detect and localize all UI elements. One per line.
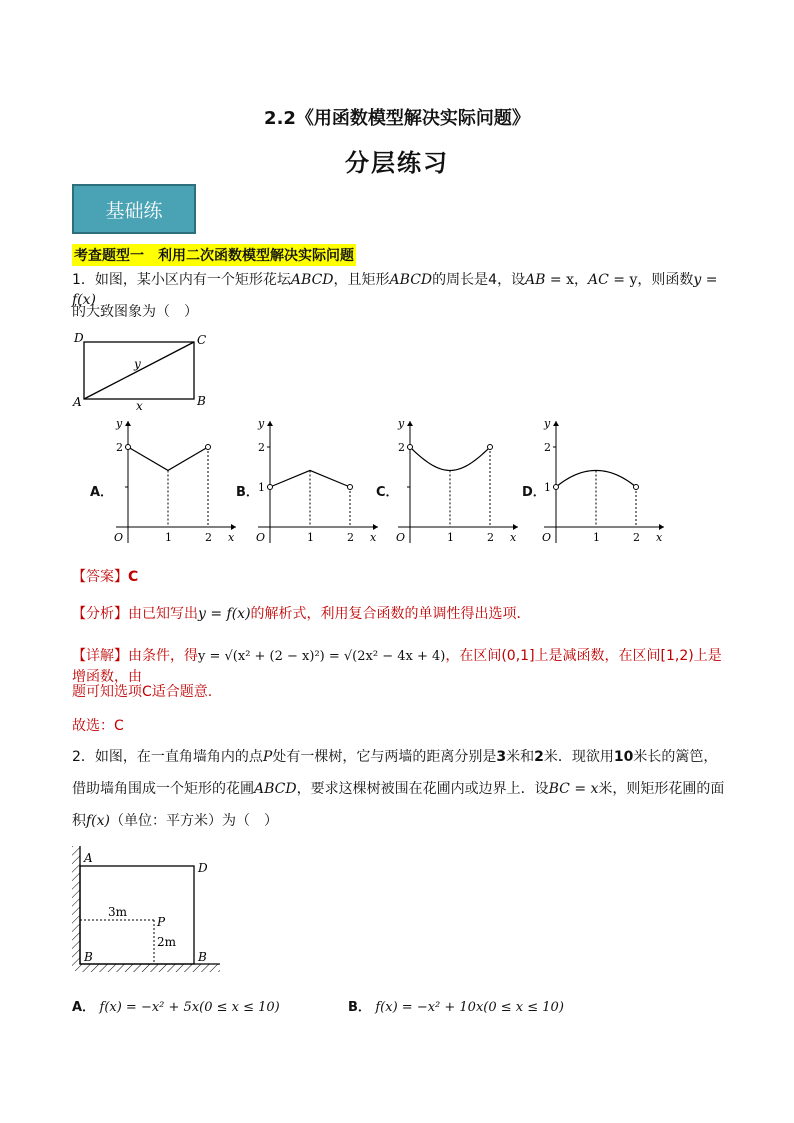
origin-label: O: [256, 531, 266, 544]
x-axis-arrow: [659, 524, 664, 530]
open-endpoint-right: [206, 445, 211, 450]
label-3m: 3m: [108, 905, 128, 919]
x-tick-1: 1: [307, 531, 314, 544]
x-tick-2: 2: [487, 531, 494, 544]
open-endpoint-right: [348, 485, 353, 490]
label-b: B: [197, 394, 206, 408]
label-y: y: [134, 357, 141, 371]
x-tick-1: 1: [447, 531, 454, 544]
y-tick-2: 2: [116, 441, 123, 454]
q1-line1: 1．如图，某小区内有一个矩形花坛ABCD，且矩形ABCD的周长是4，设AB = x，AC = y，则函数y = f(x): [72, 272, 718, 308]
q2-line1: 2．如图，在一直角墙角内的点P处有一棵树，它与两墙的距离分别是3米和2米．现欲用10米长的篱笆，: [72, 749, 718, 765]
x-tick-1: 1: [593, 531, 600, 544]
q2-line2: 借助墙角围成一个矩形的花圃ABCD，要求这棵树被围在花圃内或边界上．设BC = x米，则矩形花圃的面: [72, 781, 725, 797]
y-axis-label: y: [398, 417, 405, 430]
q1-answer: 【答案】C: [72, 569, 139, 585]
q2-option-a[interactable]: A． f(x) = −x² + 5x(0 ≤ x ≤ 10): [72, 1000, 280, 1015]
x-axis-arrow: [513, 524, 518, 530]
label-p: P: [157, 915, 166, 929]
open-endpoint-left: [554, 485, 559, 490]
q1-choose: 故选：C: [72, 718, 124, 734]
doc-title: 2.2《用函数模型解决实际问题》: [264, 108, 530, 129]
graph-b: [254, 415, 384, 550]
x-axis-arrow: [373, 524, 378, 530]
q1-line2: 的大致图象为（ ）: [72, 304, 198, 320]
y-tick-2: 2: [258, 441, 265, 454]
label-c: C: [197, 333, 207, 347]
section-heading: 考查题型一 利用二次函数模型解决实际问题: [72, 244, 356, 266]
label-d: D: [198, 861, 208, 875]
y-tick-1: 1: [258, 481, 265, 494]
graph-d: [540, 415, 670, 550]
graph-a: [112, 415, 242, 550]
open-endpoint-right: [488, 445, 493, 450]
origin-label: O: [396, 531, 406, 544]
q1-detail-line2: 题可知选项C适合题意.: [72, 684, 213, 700]
q1-rectangle-figure: [68, 330, 218, 415]
x-tick-2: 2: [633, 531, 640, 544]
open-endpoint-right: [634, 485, 639, 490]
y-axis-label: y: [544, 417, 551, 430]
x-axis-label: x: [228, 531, 235, 544]
label-b-right: B: [198, 950, 207, 964]
x-axis-label: x: [370, 531, 377, 544]
label-a: A: [73, 395, 82, 409]
open-endpoint-left: [268, 485, 273, 490]
graph-c: [394, 415, 524, 550]
x-tick-2: 2: [205, 531, 212, 544]
y-tick-1: 1: [544, 481, 551, 494]
y-tick-2: 2: [544, 441, 551, 454]
y-tick-2: 2: [398, 441, 405, 454]
x-axis-arrow: [231, 524, 236, 530]
x-axis-label: x: [656, 531, 663, 544]
q2-wall-figure: [68, 842, 228, 977]
open-endpoint-left: [126, 445, 131, 450]
y-axis-label: y: [116, 417, 123, 430]
doc-subtitle: 分层练习: [345, 149, 449, 177]
y-axis-arrow: [267, 421, 273, 426]
label-x: x: [136, 399, 143, 413]
q2-line3: 积f(x)（单位：平方米）为（ ）: [72, 813, 279, 829]
q1-analysis: 【分析】由已知写出y = f(x)的解析式，利用复合函数的单调性得出选项．: [72, 606, 531, 622]
option-a-label[interactable]: A．: [90, 485, 114, 500]
origin-label: O: [542, 531, 552, 544]
option-c-label[interactable]: C．: [376, 485, 399, 500]
label-2m: 2m: [157, 935, 177, 949]
graph-curve: [128, 447, 208, 470]
level-badge: 基础练: [72, 184, 196, 234]
option-d-label[interactable]: D．: [522, 485, 546, 500]
label-d: D: [74, 331, 84, 345]
graph-curve: [410, 447, 490, 470]
x-axis-label: x: [510, 531, 517, 544]
label-b-left: B: [84, 950, 93, 964]
x-tick-1: 1: [165, 531, 172, 544]
open-endpoint-left: [408, 445, 413, 450]
option-b-label[interactable]: B．: [236, 485, 259, 500]
y-axis-arrow: [407, 421, 413, 426]
y-axis-arrow: [553, 421, 559, 426]
origin-label: O: [114, 531, 124, 544]
x-tick-2: 2: [347, 531, 354, 544]
q1-detail: 【详解】由条件，得y = √(x² + (2 − x)²) = √(2x² − 4x + 4)，在区间(0,1]上是减函数，在区间[1,2)上是增函数，由: [72, 648, 722, 685]
y-axis-arrow: [125, 421, 131, 426]
label-a: A: [84, 851, 93, 865]
y-axis-label: y: [258, 417, 265, 430]
q2-option-b[interactable]: B． f(x) = −x² + 10x(0 ≤ x ≤ 10): [348, 1000, 564, 1015]
